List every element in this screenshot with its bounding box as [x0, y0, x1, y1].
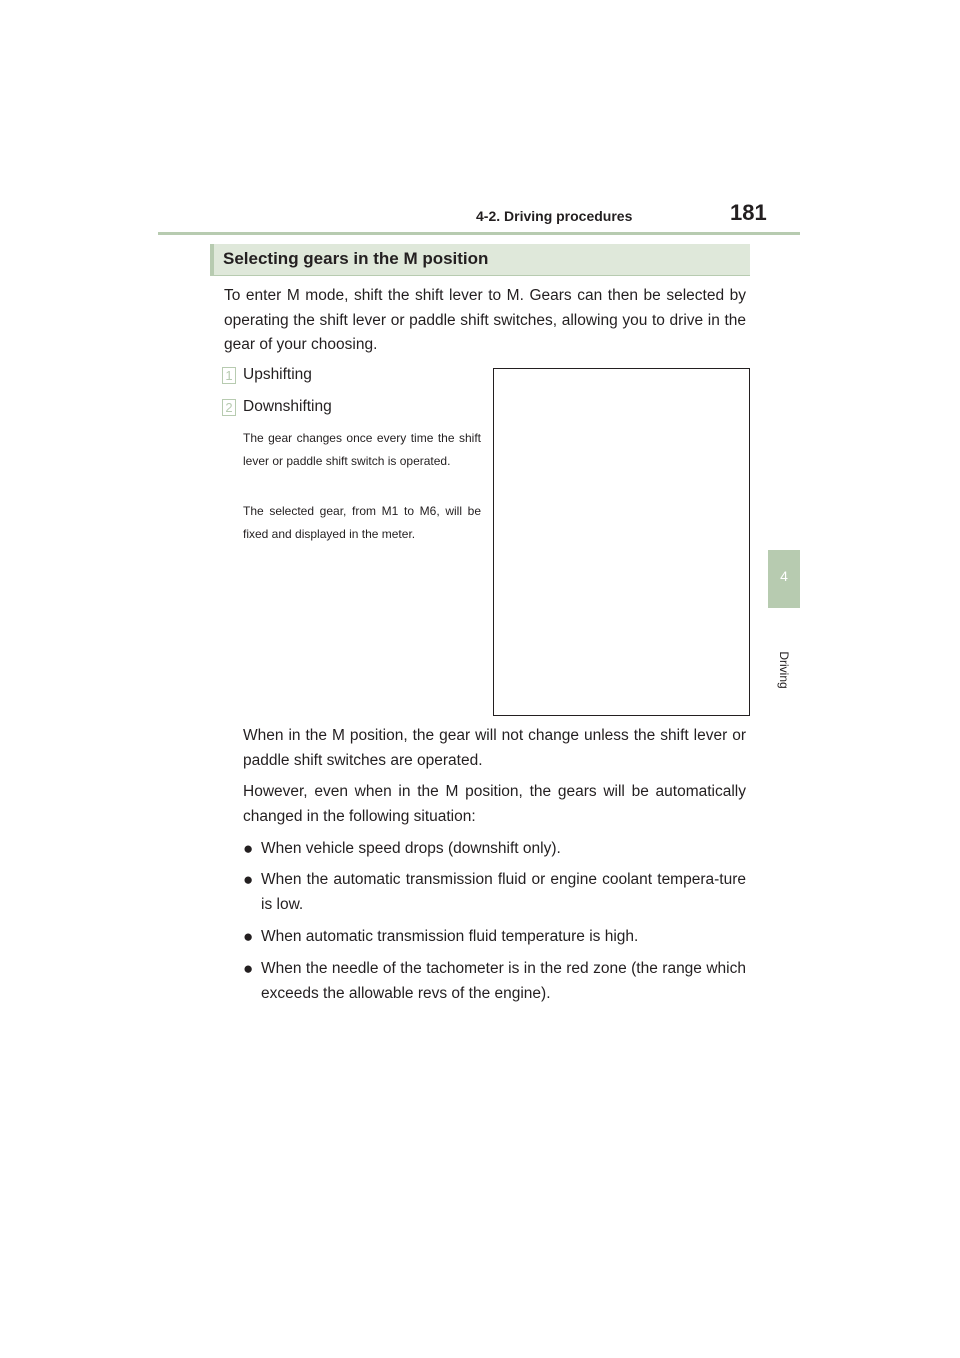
- callout-number-1: 1: [222, 367, 236, 384]
- chapter-label-text: Driving: [777, 651, 791, 689]
- shift-lever-illustration: [493, 368, 750, 716]
- callout-label-downshifting: Downshifting: [243, 398, 332, 415]
- bullet-text: When vehicle speed drops (downshift only).: [261, 840, 561, 857]
- chapter-number: 4: [780, 568, 788, 584]
- bullet-text: When automatic transmission fluid temperature is high.: [261, 928, 639, 945]
- callout-number-2: 2: [222, 399, 236, 416]
- running-header: 4-2. Driving procedures: [476, 208, 633, 224]
- section-rule: [210, 275, 750, 276]
- bullet-text: When the automatic transmission fluid or engine coolant tempera-ture is low.: [261, 871, 746, 913]
- bullet-icon: ●: [243, 870, 254, 889]
- page-number: 181: [730, 200, 767, 225]
- header-rule: [158, 232, 800, 235]
- section-heading: [210, 244, 750, 275]
- chapter-label: [773, 640, 795, 700]
- paragraph-m-position: When in the M position, the gear will not change unless the shift lever or paddle shift switches are operated.: [243, 727, 746, 769]
- callout-label-upshifting: Upshifting: [243, 366, 312, 383]
- paragraph-automatic-change: However, even when in the M position, the gears will be automatically changed in the following situation:: [243, 783, 746, 825]
- note-gear-change: The gear changes once every time the shift lever or paddle shift switch is operated.: [243, 431, 481, 468]
- note-gear-display: The selected gear, from M1 to M6, will be fixed and displayed in the meter.: [243, 504, 481, 541]
- bullet-icon: ●: [243, 959, 254, 978]
- bullet-icon: ●: [243, 839, 254, 858]
- section-title: Selecting gears in the M position: [223, 249, 489, 268]
- bullet-icon: ●: [243, 927, 254, 946]
- intro-paragraph: To enter M mode, shift the shift lever to M. Gears can then be selected by operating the shift lever or paddle shift switches, allowing you to drive in the gear of your choosing.: [224, 287, 746, 353]
- bullet-text: When the needle of the tachometer is in the red zone (the range which exceeds the allowable revs of the engine).: [261, 960, 746, 1002]
